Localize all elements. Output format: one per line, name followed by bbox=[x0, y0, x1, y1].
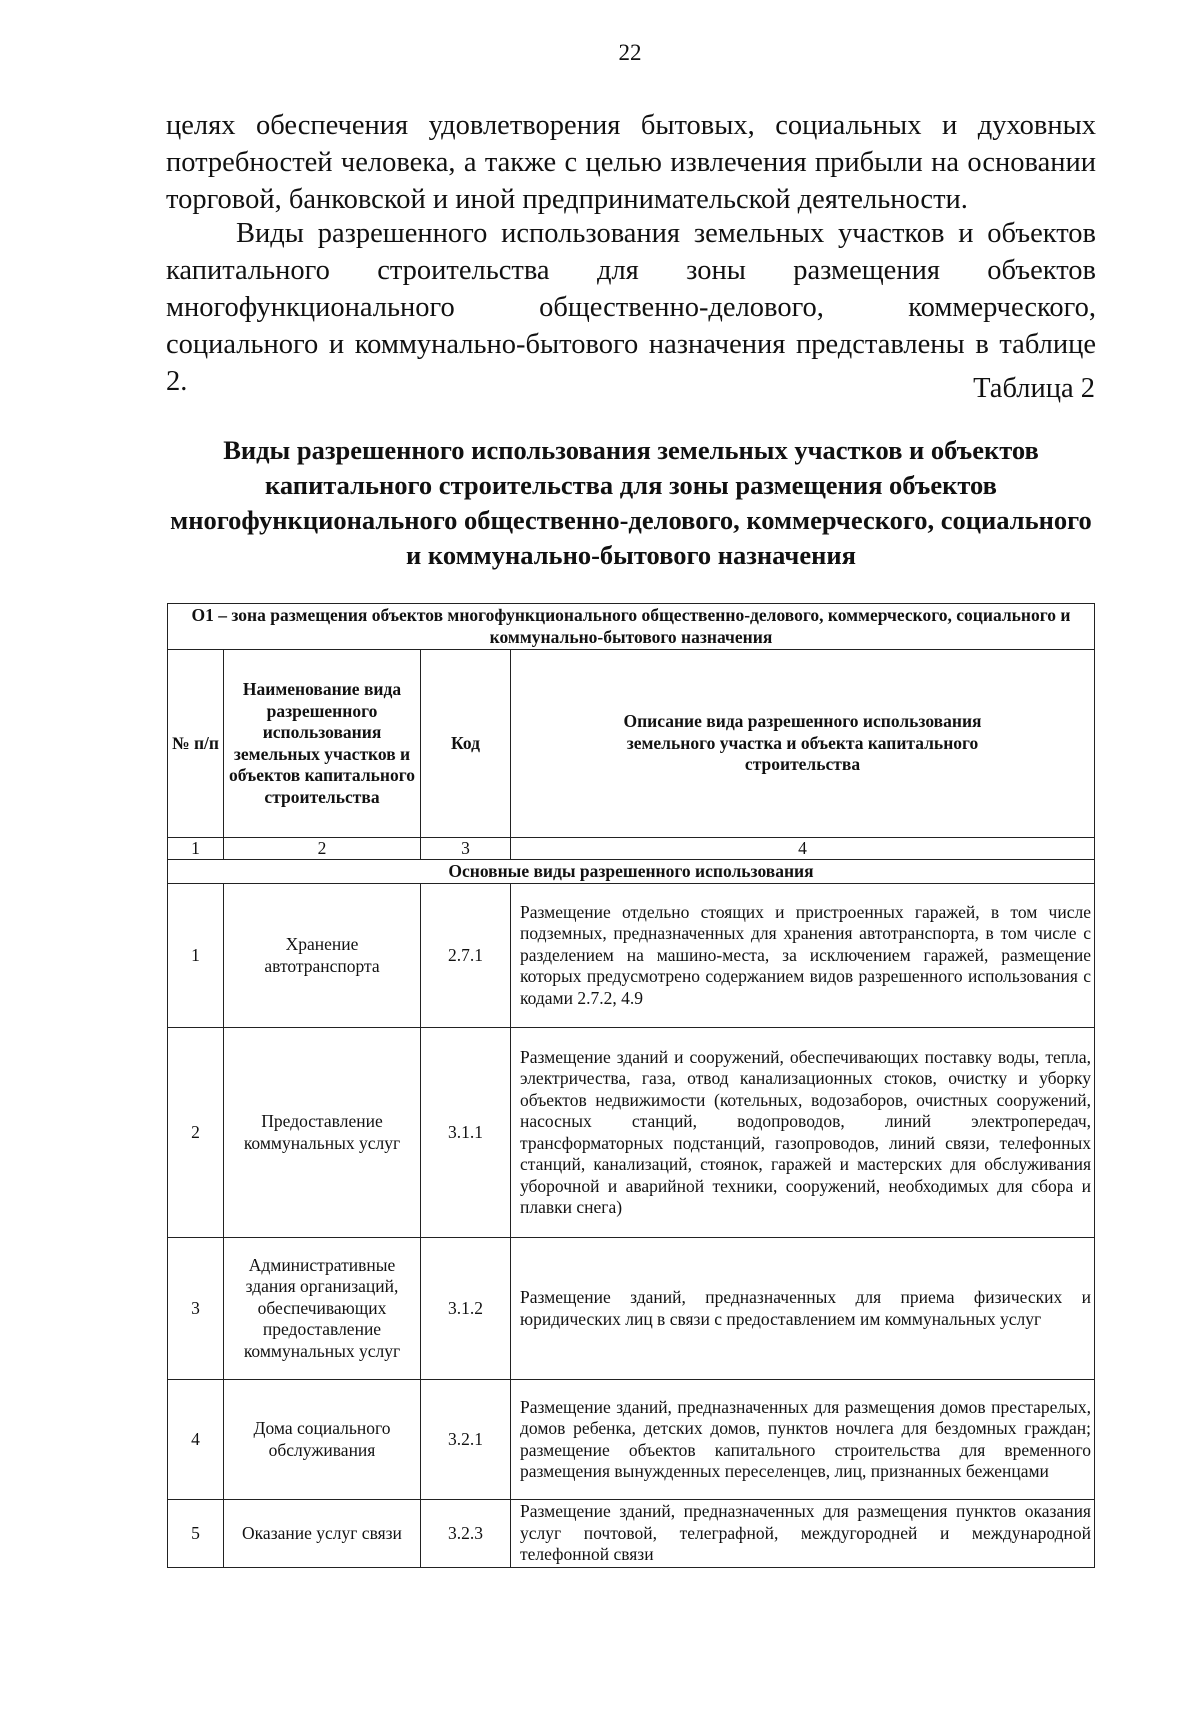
zone-header: О1 – зона размещения объектов многофункционального общественно-делового, коммерческого, социального и коммунально-бытового назначения bbox=[168, 604, 1095, 650]
land-use-table bbox=[167, 603, 1095, 1568]
zone-header-row bbox=[168, 604, 1095, 650]
row-use-name: Предоставление коммунальных услуг bbox=[224, 1028, 421, 1238]
row-use-name: Оказание услуг связи bbox=[224, 1500, 421, 1568]
paragraph-continuation: целях обеспечения удовлетворения бытовых, социальных и духовных потребностей человека, а также с целью извлечения прибыли на основании торговой, банковской и иной предпринимательской деятельности. bbox=[166, 110, 1096, 215]
table-row bbox=[168, 1380, 1095, 1500]
section-title: Основные виды разрешенного использования bbox=[168, 860, 1095, 884]
table-row bbox=[168, 1238, 1095, 1380]
row-number: 1 bbox=[168, 884, 224, 1028]
section-row bbox=[168, 860, 1095, 884]
row-code: 3.1.2 bbox=[421, 1238, 511, 1380]
table-title: Виды разрешенного использования земельных участков и объектов капитального строительства для зоны размещения объектов многофункционального общественно-делового, коммерческого, социального и коммунально-бытового назначения bbox=[170, 435, 1092, 570]
row-use-name: Административные здания организаций, обеспечивающих предоставление коммунальных услуг bbox=[224, 1238, 421, 1380]
row-code: 3.2.1 bbox=[421, 1380, 511, 1500]
row-number: 3 bbox=[168, 1238, 224, 1380]
row-code: 2.7.1 bbox=[421, 884, 511, 1028]
column-header-name: Наименование вида разрешенного использования земельных участков и объектов капитального строительства bbox=[224, 650, 421, 838]
row-description: Размещение зданий и сооружений, обеспечивающих поставку воды, тепла, электричества, газа, отвод канализационных стоков, очистку и уборку объектов недвижимости (котельных, водозаборов, очистных сооружений, насосных станций, водопроводов, линий электропередач, трансформаторных подстанций, газопроводов, линий связи, телефонных станций, канализаций, стоянок, гаражей и мастерских для обслуживания уборочной и аварийной техники, сооружений, необходимых для сбора и плавки снега) bbox=[511, 1028, 1095, 1238]
column-header-number: № п/п bbox=[168, 650, 224, 838]
column-header-code: Код bbox=[421, 650, 511, 838]
row-code: 3.1.1 bbox=[421, 1028, 511, 1238]
row-description: Размещение отдельно стоящих и пристроенных гаражей, в том числе подземных, предназначенных для хранения автотранспорта, в том числе с разделением на машино-места, за исключением гаражей, размещение которых предусмотрено содержанием видов разрешенного использования с кодами 2.7.2, 4.9 bbox=[511, 884, 1095, 1028]
row-number: 5 bbox=[168, 1500, 224, 1568]
table-row bbox=[168, 884, 1095, 1028]
column-header-row bbox=[168, 650, 1095, 838]
page-number: 22 bbox=[618, 40, 642, 65]
row-code: 3.2.3 bbox=[421, 1500, 511, 1568]
row-use-name: Хранение автотранспорта bbox=[224, 884, 421, 1028]
table-caption: Таблица 2 bbox=[973, 373, 1095, 404]
table-row bbox=[168, 1028, 1095, 1238]
row-number: 2 bbox=[168, 1028, 224, 1238]
column-number-3: 3 bbox=[421, 838, 511, 860]
column-number-1: 1 bbox=[168, 838, 224, 860]
row-number: 4 bbox=[168, 1380, 224, 1500]
row-description: Размещение зданий, предназначенных для размещения пунктов оказания услуг почтовой, телеграфной, междугородней и международной телефонной связи bbox=[511, 1500, 1095, 1568]
row-description: Размещение зданий, предназначенных для приема физических и юридических лиц в связи с предоставлением им коммунальных услуг bbox=[511, 1238, 1095, 1380]
column-number-4: 4 bbox=[511, 838, 1095, 860]
column-number-2: 2 bbox=[224, 838, 421, 860]
table-row bbox=[168, 1500, 1095, 1568]
column-numbers-row bbox=[168, 838, 1095, 860]
row-use-name: Дома социального обслуживания bbox=[224, 1380, 421, 1500]
paragraph-intro: Виды разрешенного использования земельных участков и объектов капитального строительства для зоны размещения объектов многофункционального общественно-делового, коммерческого, социального и коммунально-бытового назначения представлены в таблице 2. bbox=[166, 218, 1096, 397]
column-header-description: Описание вида разрешенного использования земельного участка и объекта капитального строительства bbox=[511, 650, 1095, 838]
row-description: Размещение зданий, предназначенных для размещения домов престарелых, домов ребенка, детских домов, пунктов ночлега для бездомных граждан; размещение объектов капитального строительства для временного размещения вынужденных переселенцев, лиц, признанных беженцами bbox=[511, 1380, 1095, 1500]
